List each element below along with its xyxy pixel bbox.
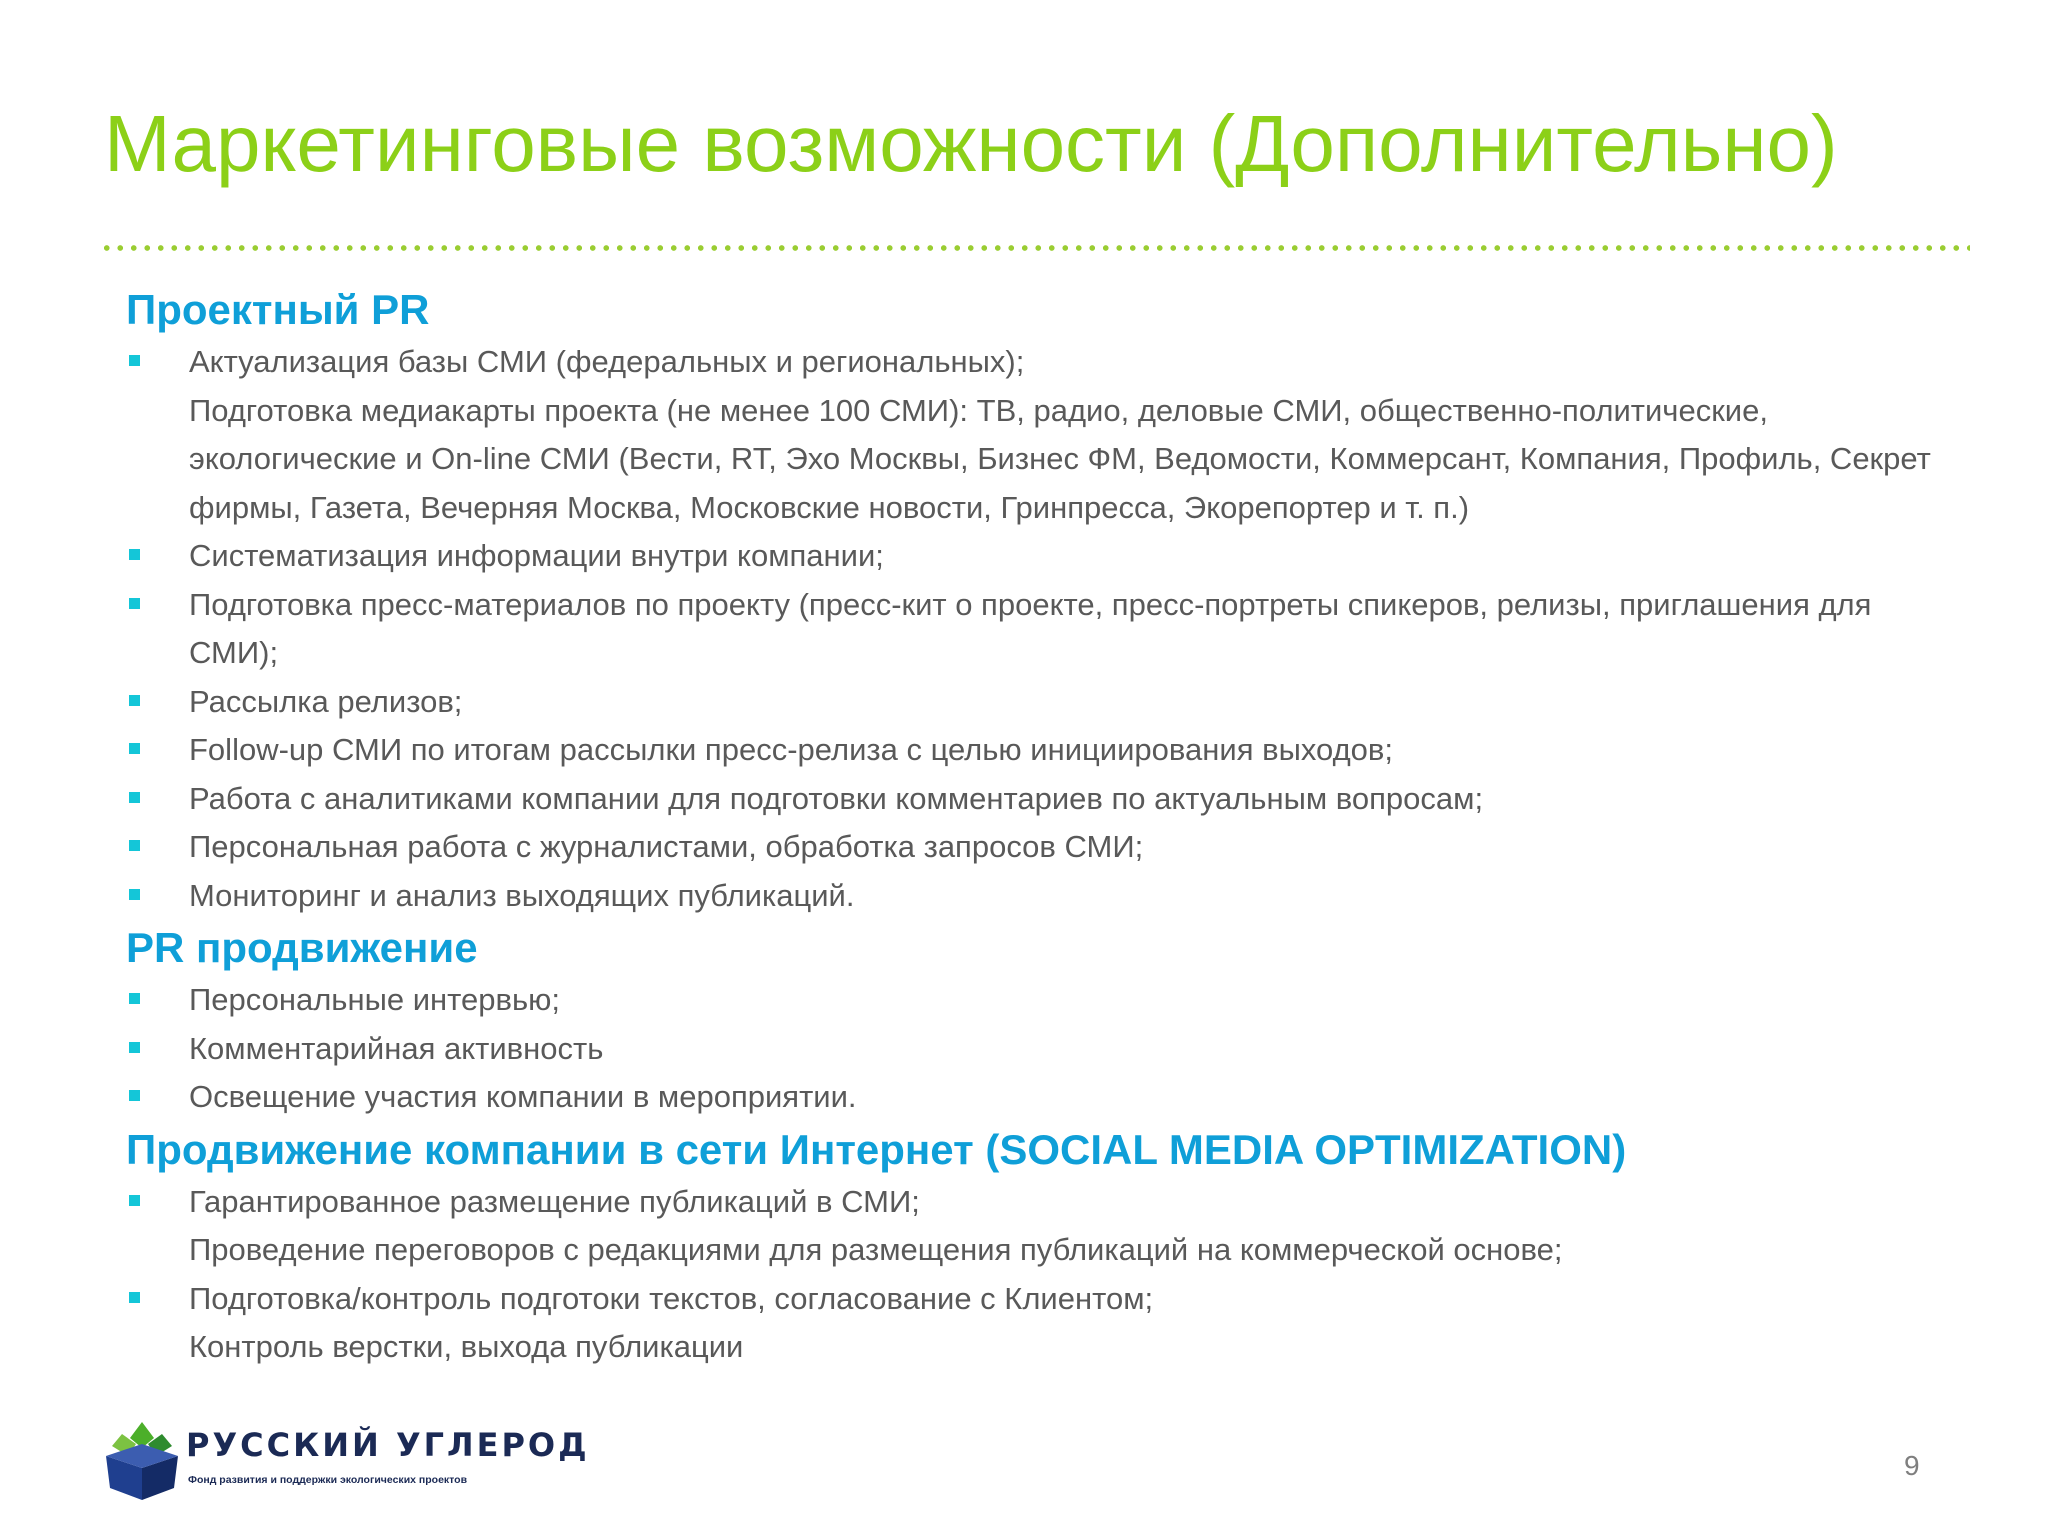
square-bullet-icon — [129, 695, 140, 706]
square-bullet-icon — [129, 1042, 140, 1053]
list-item-text: Follow-up СМИ по итогам рассылки пресс-релиза с целью инициирования выходов; — [189, 732, 1393, 767]
list-item — [126, 872, 1946, 921]
square-bullet-icon — [129, 743, 140, 754]
list-item-text: Работа с аналитиками компании для подготовки комментариев по актуальным вопросам; — [189, 780, 1484, 816]
list-item — [126, 1226, 1946, 1275]
list-item-text: Освещение участия компании в мероприятии. — [189, 1079, 857, 1114]
logo-wordmark: РУССКИЙ УГЛЕРОД — [186, 1426, 590, 1464]
list-item-text: Систематизация информации внутри компании; — [189, 538, 884, 573]
list-item — [126, 387, 1946, 533]
square-bullet-icon — [129, 840, 140, 851]
square-bullet-icon — [129, 792, 140, 803]
list-item — [126, 1275, 1946, 1324]
list-item-text: Подготовка пресс-материалов по проекту (пресс-кит о проекте, пресс-портреты спикеров, релизы, приглашения для СМИ); — [189, 586, 1872, 670]
list-item — [126, 823, 1946, 872]
list-item-text: Подготовка/контроль подготоки текстов, согласование с Клиентом; — [189, 1280, 1154, 1316]
list-item-text: Персональные интервью; — [189, 982, 560, 1017]
list-item — [126, 581, 1946, 678]
list-item-text: Мониторинг и анализ выходящих публикаций. — [189, 877, 855, 913]
square-bullet-icon — [129, 1090, 140, 1101]
square-bullet-icon — [129, 1292, 140, 1303]
list-item — [126, 678, 1946, 727]
square-bullet-icon — [129, 355, 140, 366]
list-item-text: Контроль верстки, выхода публикации — [189, 1329, 744, 1364]
list-item-text: Актуализация базы СМИ (федеральных и региональных); — [189, 344, 1025, 379]
organization-logo — [102, 1418, 590, 1502]
list-item-text: Гарантированное размещение публикаций в СМИ; — [189, 1183, 920, 1219]
square-bullet-icon — [129, 889, 140, 900]
list-item — [126, 775, 1946, 824]
list-item — [126, 1073, 1946, 1122]
list-item-text: Персональная работа с журналистами, обработка запросов СМИ; — [189, 829, 1144, 864]
square-bullet-icon — [129, 549, 140, 560]
list-item — [126, 1323, 1946, 1372]
page-number: 9 — [1904, 1450, 1920, 1481]
square-bullet-icon — [129, 598, 140, 609]
list-item — [126, 1178, 1946, 1227]
list-item-text: Рассылка релизов; — [189, 683, 463, 719]
list-item — [126, 532, 1946, 581]
list-item — [126, 338, 1946, 387]
slide-title: Маркетинговые возможности (Дополнительно) — [104, 99, 1838, 188]
list-item-text: Подготовка медиакарты проекта (не менее 100 СМИ): ТВ, радио, деловые СМИ, общественно-политические, экологические и On-line СМИ (Вести, RT, Эхо Москвы, Бизнес ФМ, Ведомости, Коммерсант, Компания, Профиль, Секрет фирмы, Газета, Вечерняя Москва, Московские новости, Гринпресса, Экорепортер и т. п.) — [189, 392, 1931, 525]
section-heading: Продвижение компании в сети Интернет (SOCIAL MEDIA OPTIMIZATION) — [126, 1125, 1627, 1173]
section-heading: Проектный PR — [126, 286, 430, 333]
leaf-cube-logo-icon — [102, 1418, 182, 1502]
list-item — [126, 1025, 1946, 1074]
square-bullet-icon — [129, 993, 140, 1004]
logo-tagline: Фонд развития и поддержки экологических проектов — [188, 1474, 468, 1486]
list-item-text: Проведение переговоров с редакциями для размещения публикаций на коммерческой основе; — [189, 1232, 1563, 1267]
square-bullet-icon — [129, 1195, 140, 1206]
list-item — [126, 726, 1946, 775]
list-item-text: Комментарийная активность — [189, 1030, 604, 1066]
list-item — [126, 976, 1946, 1025]
slide-content — [126, 282, 1946, 1372]
dotted-divider — [100, 244, 1970, 252]
section-heading: PR продвижение — [126, 924, 478, 971]
